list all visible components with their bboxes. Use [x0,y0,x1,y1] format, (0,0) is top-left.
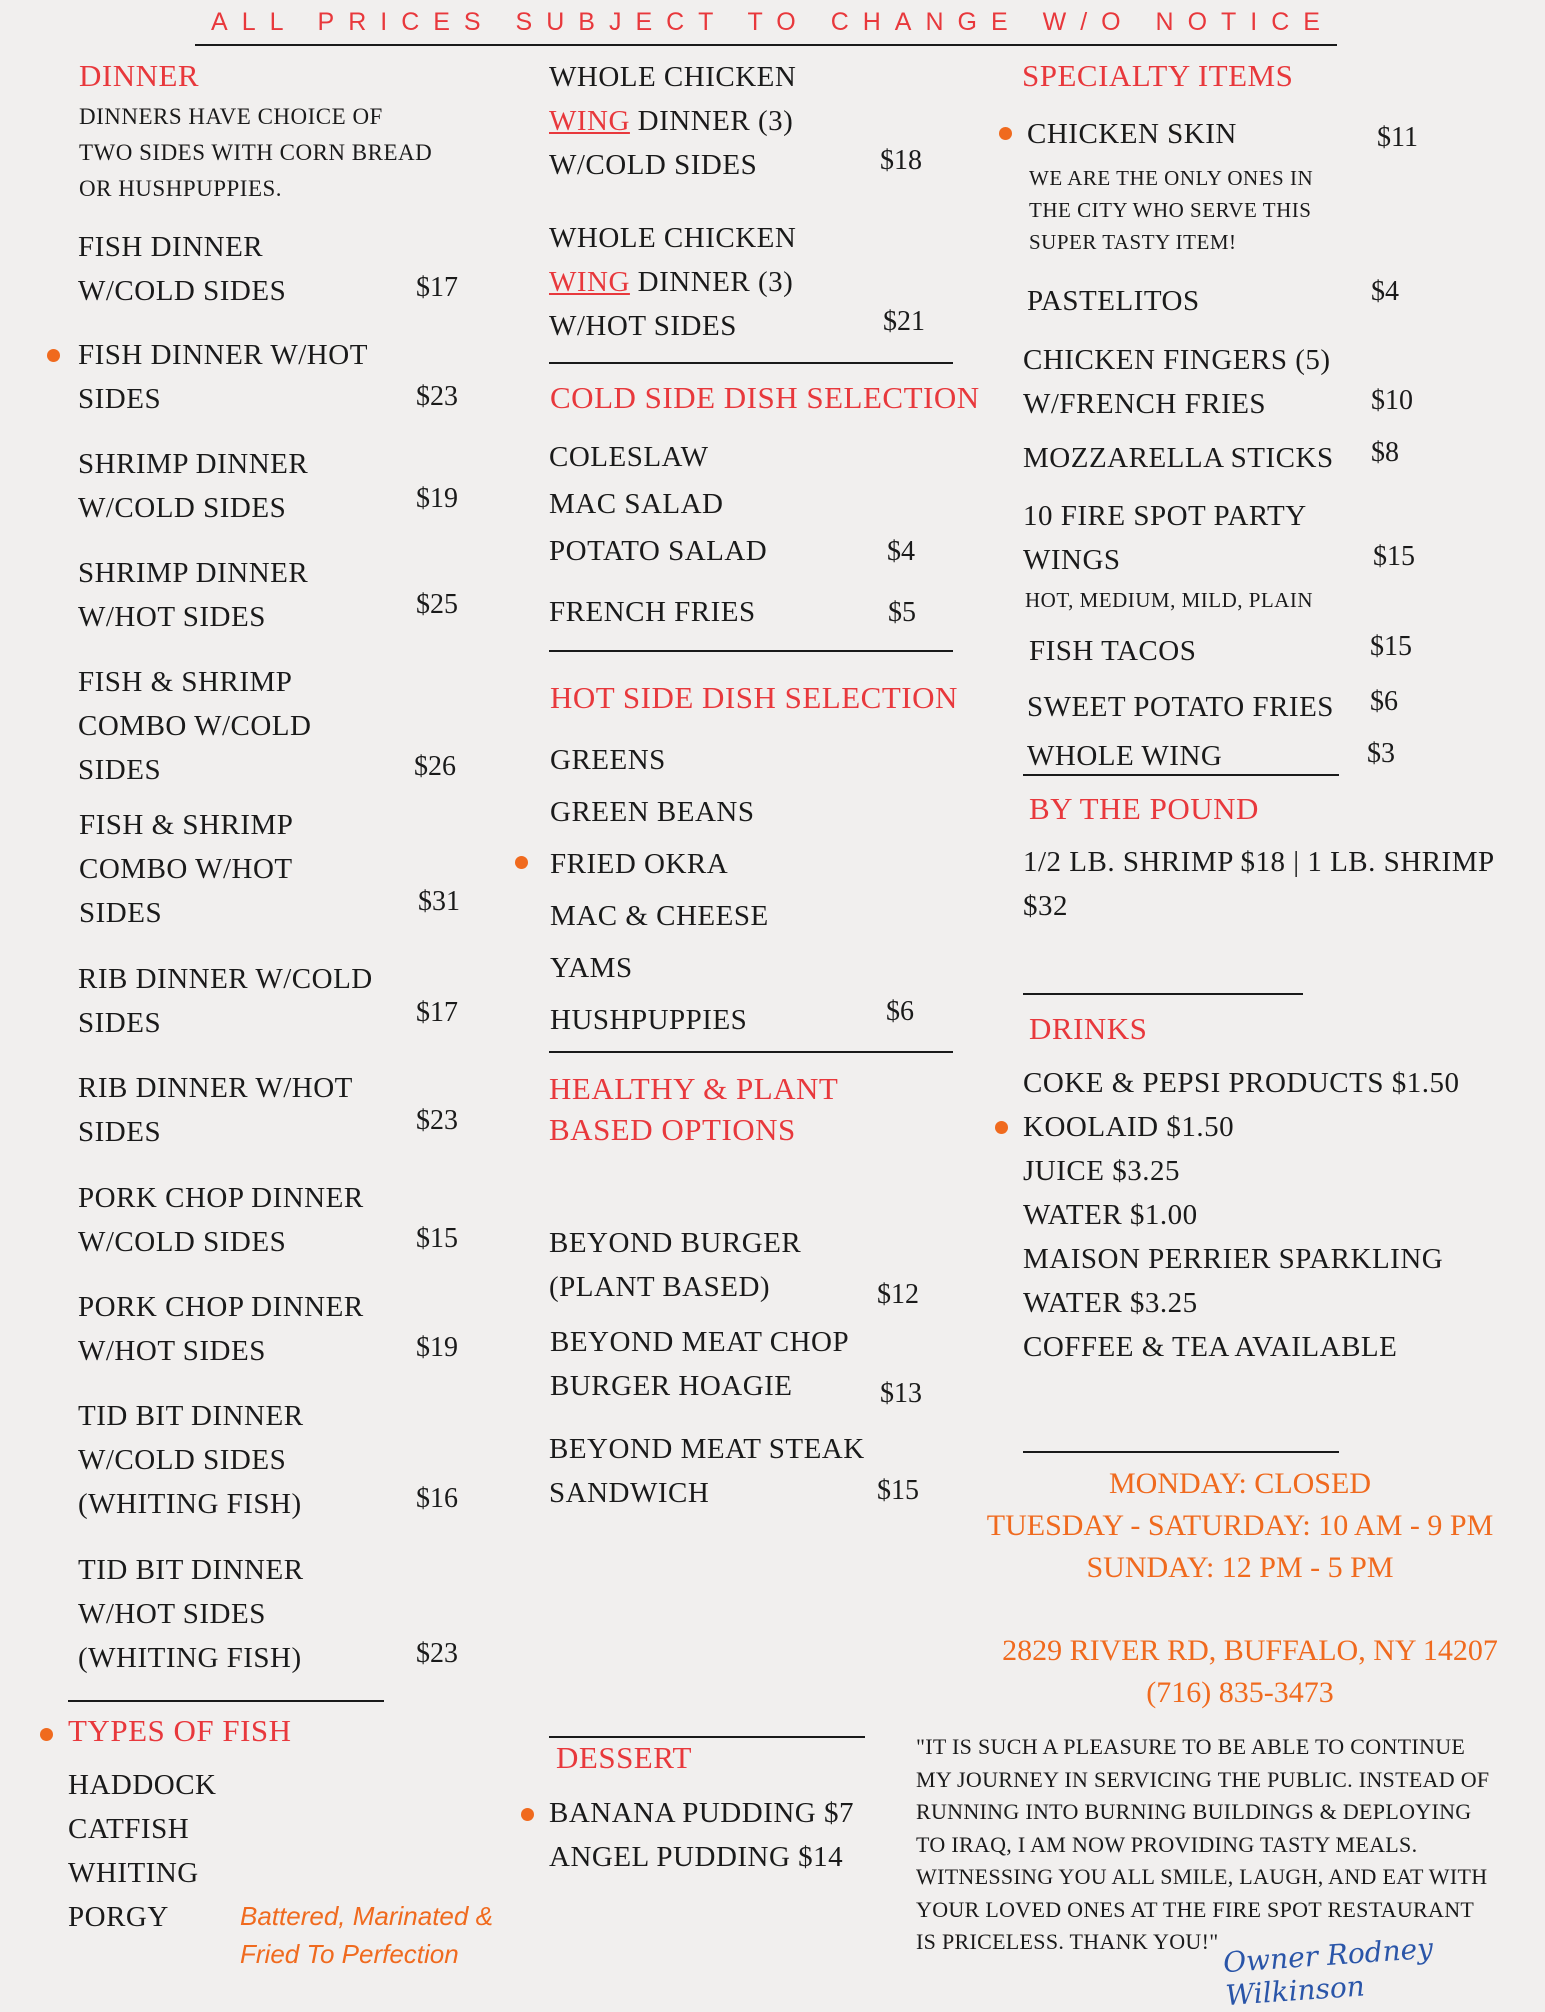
menu-item-pork-chop-hot: PORK CHOP DINNER W/HOT SIDES [78,1291,364,1367]
types-of-fish-heading: TYPES OF FISH [68,1713,292,1748]
owner-quote: "IT IS SUCH A PLEASURE TO BE ABLE TO CONTINUE MY JOURNEY IN SERVICING THE PUBLIC. INSTEAD OF RUNNING INTO BURNING BUILDINGS & DEPLOYING TO IRAQ, I AM NOW PROVIDING TASTY MEALS. WITNESSING YOU ALL SMILE, LAUGH, AND EAT WITH YOUR LOVED ONES AT THE FIRE SPOT RESTAURANT IS PRICELESS. THANK YOU!" [916,1734,1490,1954]
price-beyond-hoagie: $13 [880,1378,922,1409]
price-fish-dinner-cold: $17 [416,272,458,303]
price-party-wings: $15 [1373,541,1415,572]
cold-sides-divider [549,650,953,652]
price-tid-bit-cold: $16 [416,1483,458,1514]
cold-sides-heading: COLD SIDE DISH SELECTION [550,380,980,415]
menu-item-wing-dinner-hot: WHOLE CHICKEN WING DINNER (3) W/HOT SIDES [549,222,797,342]
menu-item-fish-shrimp-combo-hot: FISH & SHRIMP COMBO W/HOT SIDES [79,809,294,929]
menu-item-fish-tacos: FISH TACOS [1029,635,1197,667]
price-sweet-potato-fries: $6 [1370,686,1398,717]
business-hours: MONDAY: CLOSED TUESDAY - SATURDAY: 10 AM - 9 PM SUNDAY: 12 PM - 5 PM [986,1467,1494,1584]
price-cold-sides: $4 [887,536,915,567]
menu-item-fish-shrimp-combo-cold: FISH & SHRIMP COMBO W/COLD SIDES [78,666,312,786]
bullet-dot [515,856,528,869]
price-wing-dinner-hot: $21 [883,306,925,337]
hot-sides-list: GREENS GREEN BEANS FRIED OKRA MAC & CHEESE YAMS HUSHPUPPIES [550,744,769,1036]
specialty-divider [1023,774,1339,776]
price-notice-banner: ALL PRICES SUBJECT TO CHANGE W/O NOTICE [211,8,1334,36]
menu-item-beyond-burger: BEYOND BURGER (PLANT BASED) [549,1227,802,1303]
price-tid-bit-hot: $23 [416,1638,458,1669]
healthy-heading: HEALTHY & PLANT BASED OPTIONS [549,1071,839,1147]
menu-item-whole-wing: WHOLE WING [1027,740,1223,772]
price-shrimp-dinner-hot: $25 [416,589,458,620]
price-mozzarella-sticks: $8 [1371,437,1399,468]
wings-divider [549,362,953,364]
chicken-skin-note: WE ARE THE ONLY ONES IN THE CITY WHO SERVE THIS SUPER TASTY ITEM! [1029,166,1314,254]
bullet-dot [521,1808,534,1821]
by-the-pound-heading: BY THE POUND [1029,791,1259,826]
price-chicken-fingers: $10 [1371,385,1413,416]
menu-item-beyond-hoagie: BEYOND MEAT CHOP BURGER HOAGIE [550,1326,850,1402]
price-french-fries: $5 [888,597,916,628]
menu-item-sweet-potato-fries: SWEET POTATO FRIES [1027,691,1334,723]
by-the-pound-list: 1/2 LB. SHRIMP $18 | 1 LB. SHRIMP $32 [1023,846,1495,922]
price-wing-dinner-cold: $18 [880,145,922,176]
dessert-heading: DESSERT [556,1740,692,1775]
hot-sides-divider [549,1051,953,1053]
price-beyond-steak: $15 [877,1475,919,1506]
hot-sides-heading: HOT SIDE DISH SELECTION [550,680,958,715]
menu-item-mozzarella-sticks: MOZZARELLA STICKS [1023,442,1334,474]
price-chicken-skin: $11 [1377,122,1418,153]
menu-item-tid-bit-hot: TID BIT DINNER W/HOT SIDES (WHITING FISH) [78,1554,304,1674]
price-rib-dinner-cold: $17 [416,997,458,1028]
price-whole-wing: $3 [1367,738,1395,769]
menu-item-shrimp-dinner-hot: SHRIMP DINNER W/HOT SIDES [78,557,309,633]
menu-item-pastelitos: PASTELITOS [1027,285,1200,317]
specialty-heading: SPECIALTY ITEMS [1022,58,1294,93]
fish-tagline: Battered, Marinated & Fried To Perfection [240,1901,493,1969]
menu-item-fish-dinner-hot: FISH DINNER W/HOT SIDES [78,339,368,415]
menu-item-rib-dinner-cold: RIB DINNER W/COLD SIDES [78,963,373,1039]
menu-item-rib-dinner-hot: RIB DINNER W/HOT SIDES [78,1072,353,1148]
bullet-dot [999,127,1012,140]
price-pork-chop-cold: $15 [416,1223,458,1254]
banner-divider [195,44,1337,46]
address: 2829 RIVER RD, BUFFALO, NY 14207 [1002,1634,1498,1667]
price-fish-tacos: $15 [1370,631,1412,662]
menu-item-shrimp-dinner-cold: SHRIMP DINNER W/COLD SIDES [78,448,309,524]
menu-item-chicken-skin: CHICKEN SKIN [1027,118,1237,150]
price-fish-shrimp-combo-cold: $26 [414,751,456,782]
dinner-heading: DINNER [79,58,200,93]
bullet-dot [47,349,60,362]
price-pastelitos: $4 [1371,276,1399,307]
drinks-list: COKE & PEPSI PRODUCTS $1.50 KOOLAID $1.50 JUICE $3.25 WATER $1.00 MAISON PERRIER SPARKLING WATER $3.25 COFFEE & TEA AVAILABLE [1023,1067,1460,1363]
wing-flavors-note: HOT, MEDIUM, MILD, PLAIN [1025,588,1314,612]
menu-item-wing-dinner-cold: WHOLE CHICKEN WING DINNER (3) W/COLD SIDES [549,61,797,181]
healthy-divider [549,1736,865,1738]
phone-number: (716) 835-3473 [1146,1676,1334,1709]
owner-signature: Owner Rodney Wilkinson [1222,1931,1434,2012]
menu-item-chicken-fingers: CHICKEN FINGERS (5) W/FRENCH FRIES [1023,344,1331,420]
menu-item-tid-bit-cold: TID BIT DINNER W/COLD SIDES (WHITING FISH) [78,1400,304,1520]
dinner-note: DINNERS HAVE CHOICE OF TWO SIDES WITH CORN BREAD OR HUSHPUPPIES. [79,104,433,201]
cold-sides-list: COLESLAW MAC SALAD POTATO SALAD FRENCH FRIES [549,441,768,628]
price-pork-chop-hot: $19 [416,1332,458,1363]
price-beyond-burger: $12 [877,1279,919,1310]
menu-item-pork-chop-cold: PORK CHOP DINNER W/COLD SIDES [78,1182,364,1258]
menu-item-party-wings: 10 FIRE SPOT PARTY WINGS [1023,500,1307,576]
drinks-heading: DRINKS [1029,1011,1148,1046]
price-shrimp-dinner-cold: $19 [416,483,458,514]
menu-item-fish-dinner-cold: FISH DINNER W/COLD SIDES [78,231,287,307]
price-hot-sides: $6 [886,996,914,1027]
drinks-divider [1023,1451,1339,1453]
fish-types-list: HADDOCK CATFISH WHITING PORGY [68,1769,217,1933]
pound-divider [1023,993,1303,995]
price-fish-dinner-hot: $23 [416,381,458,412]
bullet-dot [995,1121,1008,1134]
menu-item-beyond-steak: BEYOND MEAT STEAK SANDWICH [549,1433,865,1509]
bullet-dot [40,1728,53,1741]
dinner-divider [68,1700,384,1702]
dessert-list: BANANA PUDDING $7 ANGEL PUDDING $14 [549,1797,854,1873]
price-rib-dinner-hot: $23 [416,1105,458,1136]
price-fish-shrimp-combo-hot: $31 [418,886,460,917]
